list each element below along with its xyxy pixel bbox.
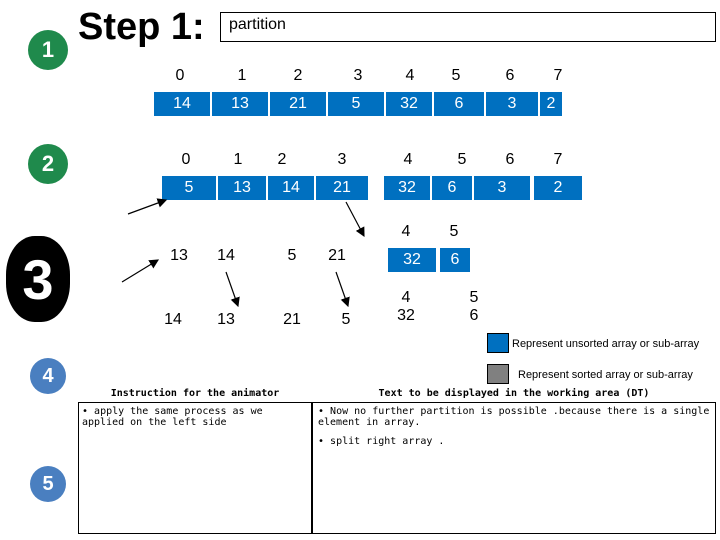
arrow-to-row2: [346, 202, 364, 236]
step-3-marker: 3: [6, 236, 70, 322]
row2-index: 2: [277, 151, 287, 168]
text-item-text: Now no further partition is possible .because there is a single element in array.: [318, 406, 710, 428]
row3-right-index: 4: [401, 223, 411, 240]
row2-cell: 3: [474, 176, 530, 200]
row1-cell: 13: [212, 92, 268, 116]
arrow-to-row3: [336, 272, 348, 306]
step-2-marker: 2: [28, 144, 68, 184]
row4-left-cell: 5: [328, 308, 364, 332]
row4-left-cell: 14: [150, 308, 196, 332]
text-item: • split right array .: [318, 436, 445, 447]
row4-left-cell: 13: [206, 308, 246, 332]
row3-right-cell: 6: [440, 248, 470, 272]
row4-right-index: 4: [401, 289, 411, 306]
row2-cell: 14: [268, 176, 314, 200]
row2-cell: 32: [384, 176, 430, 200]
row2-index: 1: [233, 151, 243, 168]
text-item-text: split right array .: [330, 436, 445, 447]
row2-cell: 5: [162, 176, 216, 200]
row1-index: 1: [237, 67, 247, 84]
row1-index: 5: [451, 67, 461, 84]
instruction-item-text: apply the same process as we applied on the left side: [82, 406, 263, 428]
row2-cell: 2: [534, 176, 582, 200]
step-1-marker: 1: [28, 30, 68, 70]
row2-index: 6: [505, 151, 515, 168]
legend-unsorted-label: Represent unsorted array or sub-array: [512, 338, 700, 350]
row4-left-cell: 21: [272, 308, 312, 332]
row2-index: 5: [457, 151, 467, 168]
step-title: Step 1:: [78, 6, 205, 48]
row3-left-cell: 21: [316, 244, 358, 268]
step-5-marker: 5: [30, 466, 66, 502]
instruction-panel-title: Instruction for the animator: [110, 388, 280, 399]
row2-cell: 21: [316, 176, 368, 200]
text-panel-title: Text to be displayed in the working area (DT): [378, 388, 650, 399]
row1-index: 0: [175, 67, 185, 84]
legend-sorted-label: Represent sorted array or sub-array: [518, 369, 693, 381]
row1-cell: 21: [270, 92, 326, 116]
row3-left-cell: 13: [154, 244, 204, 268]
row1-cell: 32: [386, 92, 432, 116]
row4-right-value: 32: [397, 307, 415, 324]
row2-index: 0: [181, 151, 191, 168]
row2-cell: 6: [432, 176, 472, 200]
arrow-to-row3: [122, 260, 158, 282]
row2-index: 3: [337, 151, 347, 168]
arrow-to-row3: [226, 272, 238, 306]
arrow-to-row2: [128, 200, 166, 214]
row1-cell: 14: [154, 92, 210, 116]
row1-index: 6: [505, 67, 515, 84]
row3-left-cell: 5: [274, 244, 310, 268]
row3-left-cell: 14: [206, 244, 246, 268]
title-box-label: partition: [229, 16, 286, 33]
step-4-marker: 4: [30, 358, 66, 394]
legend-unsorted-swatch: [487, 333, 509, 353]
row4-right-value: 6: [469, 307, 479, 324]
row1-index: 3: [353, 67, 363, 84]
legend-sorted-swatch: [487, 364, 509, 384]
row2-index: 4: [403, 151, 413, 168]
row2-cell: 13: [218, 176, 266, 200]
instruction-item: • apply the same process as we applied on the left side: [82, 406, 263, 428]
row1-index: 4: [405, 67, 415, 84]
row1-cell: 6: [434, 92, 484, 116]
text-item: • Now no further partition is possible .because there is a single element in array.: [318, 406, 710, 428]
row1-cell: 2: [540, 92, 562, 116]
row1-cell: 5: [328, 92, 384, 116]
row4-right-index: 5: [469, 289, 479, 306]
row1-index: 2: [293, 67, 303, 84]
row1-index: 7: [553, 67, 563, 84]
row3-right-cell: 32: [388, 248, 436, 272]
row3-right-index: 5: [449, 223, 459, 240]
row2-index: 7: [553, 151, 563, 168]
row1-cell: 3: [486, 92, 538, 116]
